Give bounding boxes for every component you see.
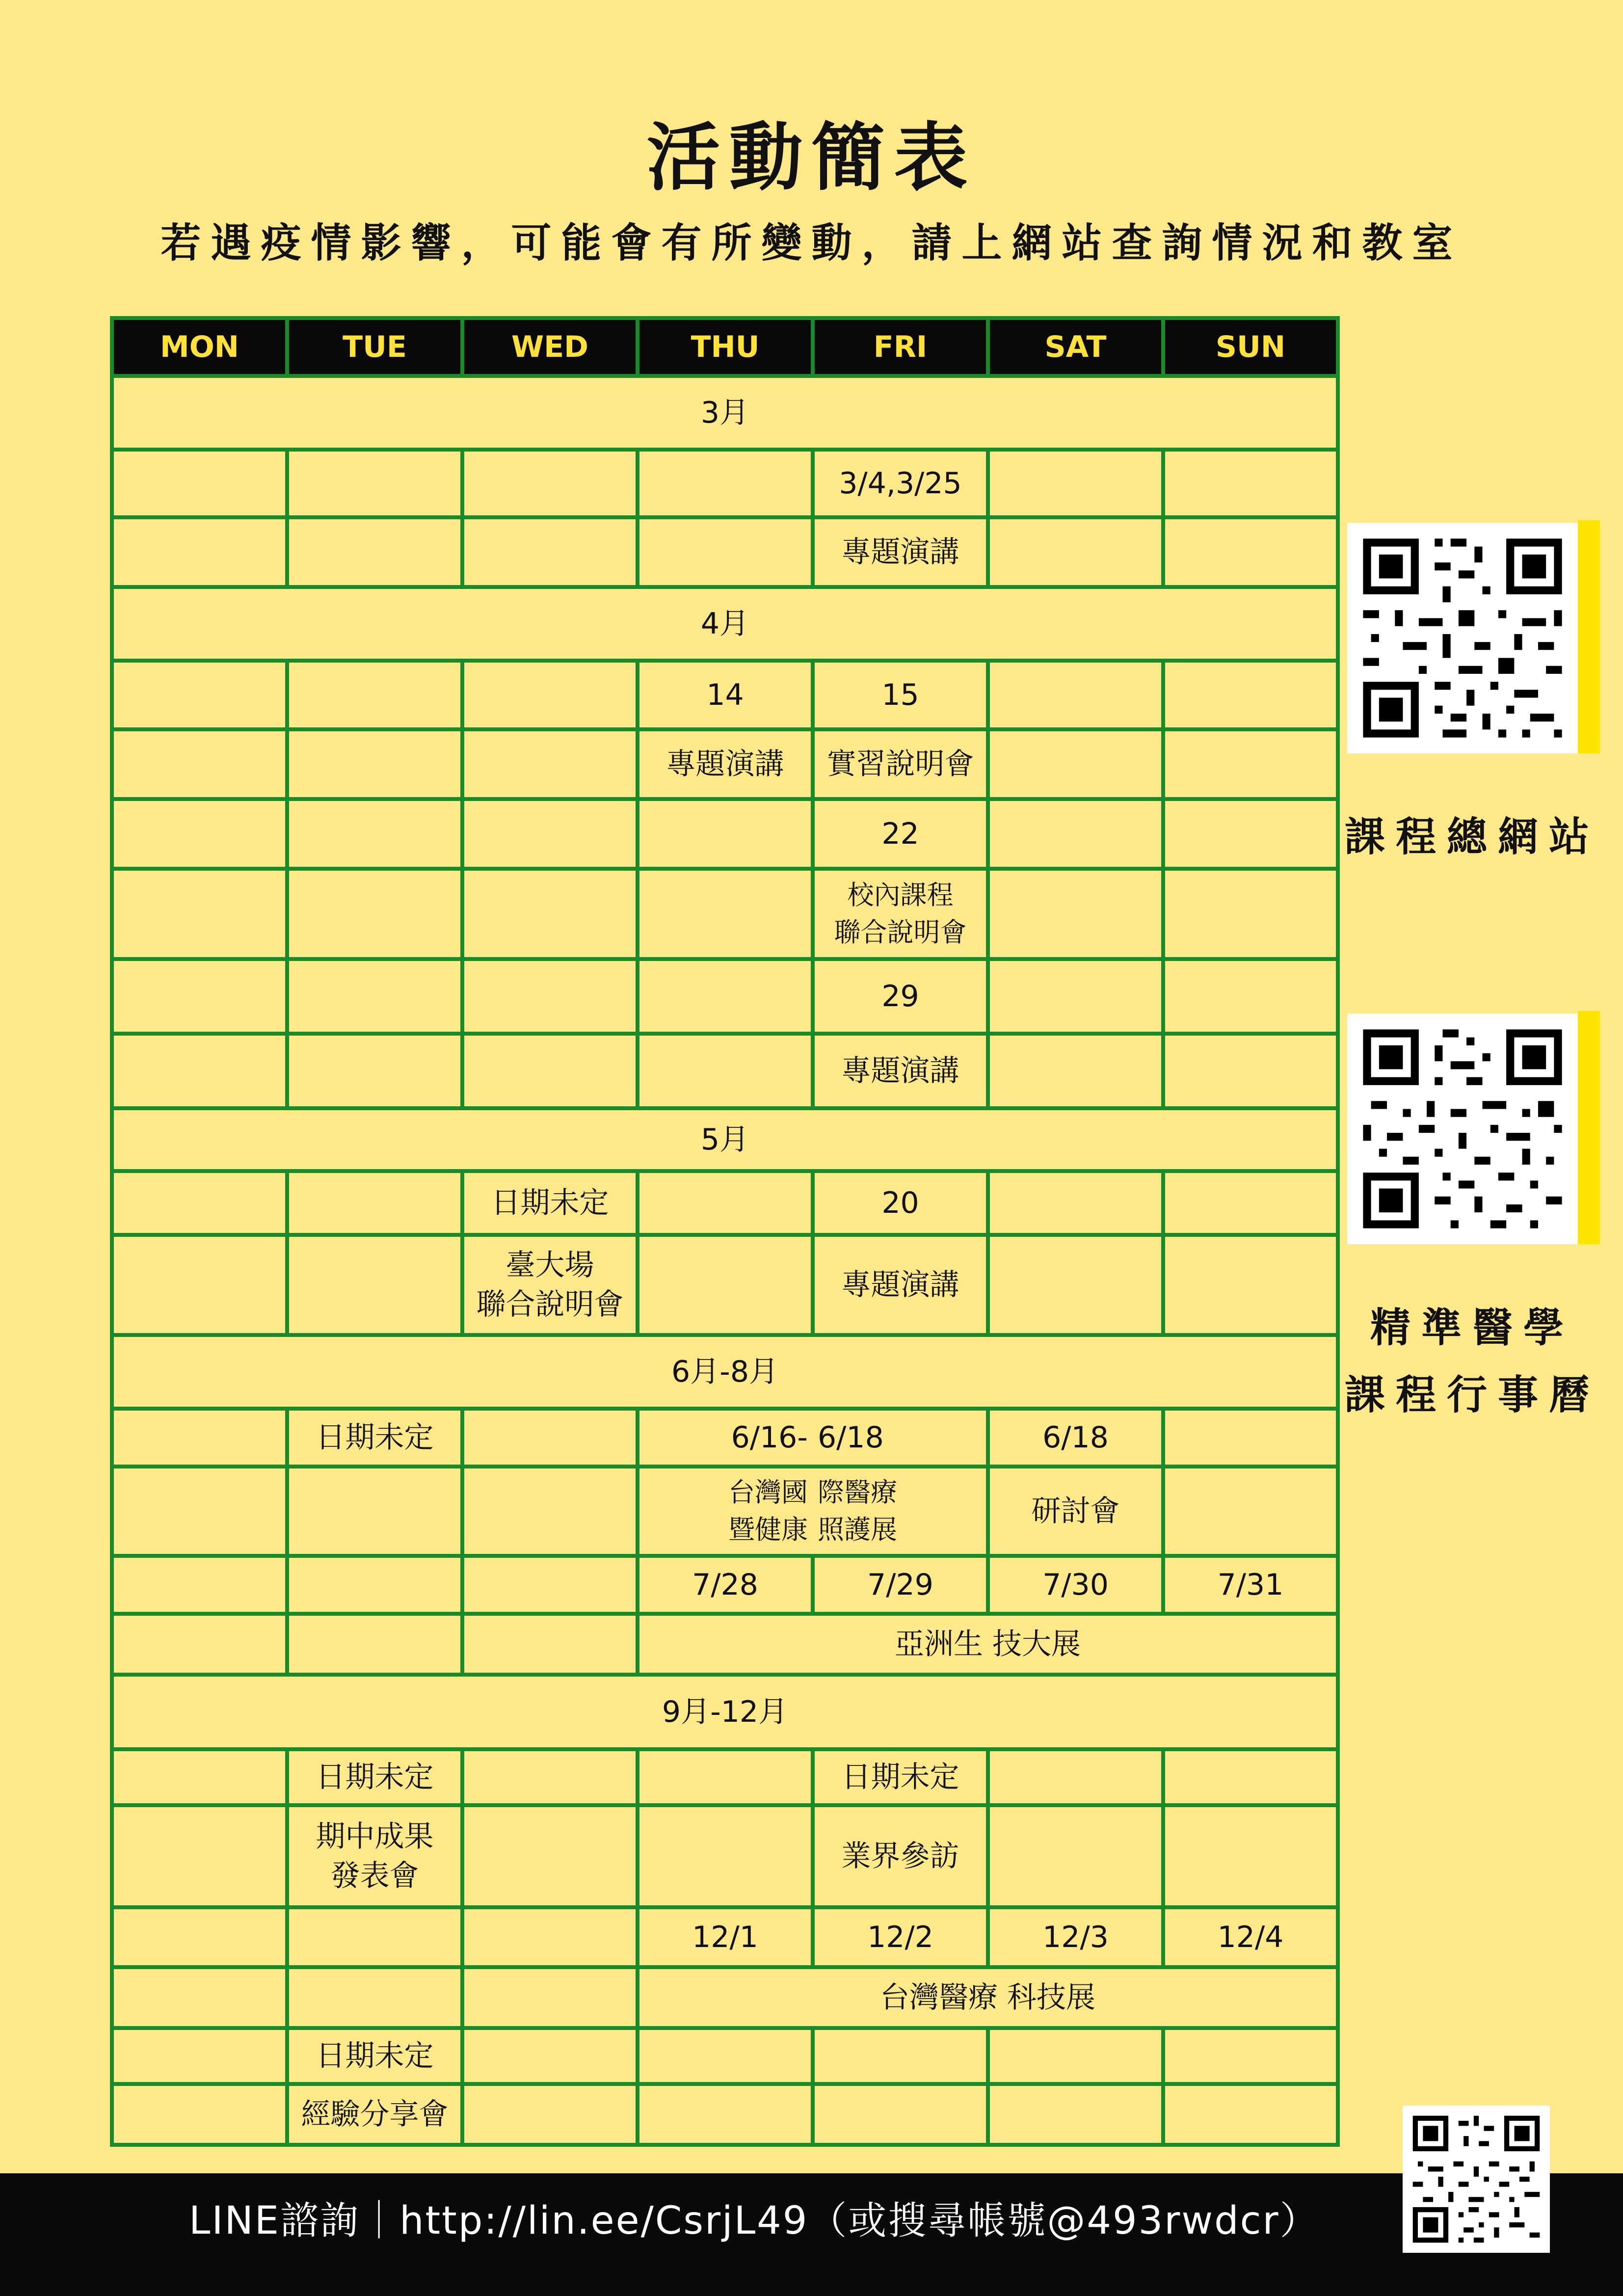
qr-code-icon (1347, 1014, 1578, 1244)
header-sat: SAT (988, 318, 1163, 376)
header-mon: MON (112, 318, 287, 376)
exp-tue-date: 日期未定 (287, 2028, 462, 2084)
jul-sat: 7/30 (988, 1556, 1163, 1614)
qr-code-icon (1403, 2106, 1550, 2253)
header-thu: THU (638, 318, 813, 376)
month-row-april: 4月 (112, 587, 1338, 661)
course-site-label: 課程總網站 (1344, 814, 1600, 860)
month-row-may: 5月 (112, 1108, 1338, 1171)
table-row (112, 1409, 1338, 1467)
table-row (112, 450, 1338, 517)
exp-tue-event: 經驗分享會 (287, 2084, 462, 2145)
table-row (112, 959, 1338, 1034)
fall-tue-event-line2: 發表會 (330, 1859, 419, 1893)
fall-tue-event-line1: 期中成果 (316, 1819, 434, 1854)
table-row (112, 729, 1338, 799)
dec-event: 台灣醫療 科技展 (638, 1967, 1338, 2028)
sum-fri-event-line2: 照護展 (818, 1514, 897, 1545)
sum-fri-date: 6/18 (813, 1409, 988, 1467)
apr-fri-event3: 專題演講 (813, 1034, 988, 1108)
apr-fri-event2-line1: 校內課程 (847, 880, 954, 910)
apr-fri-event2 (813, 869, 988, 959)
apr-fri-event2-line2: 聯合說明會 (834, 917, 967, 948)
calendar-label (1335, 1296, 1610, 1420)
page-title: 活動簡表 (646, 115, 977, 201)
table-row (112, 1907, 1338, 1967)
table-row (112, 1235, 1338, 1335)
dec-sun: 12/4 (1163, 1907, 1338, 1967)
calendar-qr-code[interactable] (1347, 1014, 1578, 1244)
fall-tue-event (287, 1805, 462, 1907)
sum-fri-event (813, 1467, 988, 1556)
sum-sat-date: 6/18 (988, 1409, 1163, 1467)
dec-thu: 12/1 (638, 1907, 813, 1967)
header-tue: TUE (287, 318, 462, 376)
fall-fri-event: 業界參訪 (813, 1805, 988, 1907)
course-site-qr-code[interactable] (1347, 523, 1578, 753)
sum-thu-event-line1: 台灣國 (728, 1477, 808, 1508)
sum-tue-date: 日期未定 (287, 1409, 462, 1467)
table-row (112, 1614, 1338, 1675)
page-subtitle: 若遇疫情影響，可能會有所變動，請上網站查詢情況和教室 (160, 220, 1463, 267)
qr2-accent-bar (1578, 1011, 1600, 1244)
table-row (112, 1967, 1338, 2028)
apr-thu-event1: 專題演講 (638, 729, 813, 799)
sum-fri-event-line1: 際醫療 (818, 1477, 897, 1508)
sum-thu-event (638, 1467, 813, 1556)
month-row-summer: 6月-8月 (112, 1335, 1338, 1409)
mar-fri-date: 3/4,3/25 (813, 450, 988, 517)
fall-tue-date: 日期未定 (287, 1749, 462, 1805)
may-wed-event-line1: 臺大場 (506, 1248, 594, 1282)
line-contact-text[interactable]: LINE諮詢｜http://lin.ee/CsrjL49（或搜尋帳號@493rwdcr） (189, 2199, 1320, 2243)
table-row (112, 1749, 1338, 1805)
table-row (112, 2084, 1338, 2145)
apr-fri-date2: 22 (813, 799, 988, 869)
may-fri-date: 20 (813, 1171, 988, 1235)
may-fri-event: 專題演講 (813, 1235, 988, 1335)
may-wed-date: 日期未定 (462, 1171, 638, 1235)
table-row (112, 1556, 1338, 1614)
mar-fri-event: 專題演講 (813, 517, 988, 587)
calendar-label-line1: 精準醫學 (1370, 1305, 1574, 1351)
weekday-header-row (112, 318, 1338, 376)
qr-code-icon (1347, 523, 1578, 753)
table-row (112, 1467, 1338, 1556)
header-wed: WED (462, 318, 638, 376)
apr-fri-date3: 29 (813, 959, 988, 1034)
may-wed-event (462, 1235, 638, 1335)
jul-sun: 7/31 (1163, 1556, 1338, 1614)
jul-event: 亞洲生 技大展 (638, 1614, 1338, 1675)
fall-fri-date: 日期未定 (813, 1749, 988, 1805)
sum-sat-event: 研討會 (988, 1467, 1163, 1556)
table-row (112, 1805, 1338, 1907)
header-sun: SUN (1163, 318, 1338, 376)
month-row-march: 3月 (112, 376, 1338, 450)
jul-thu: 7/28 (638, 1556, 813, 1614)
table-row (112, 1171, 1338, 1235)
apr-thu-date1: 14 (638, 661, 813, 729)
may-wed-event-line2: 聯合說明會 (476, 1287, 624, 1322)
table-row (112, 1034, 1338, 1108)
schedule-table (110, 316, 1340, 2147)
apr-fri-event1: 實習說明會 (813, 729, 988, 799)
jul-fri: 7/29 (813, 1556, 988, 1614)
table-row (112, 661, 1338, 729)
table-row (112, 517, 1338, 587)
header-fri: FRI (813, 318, 988, 376)
table-row (112, 2028, 1338, 2084)
sum-thu-event-line2: 暨健康 (728, 1514, 808, 1545)
sum-thu-date: 6/16- (638, 1409, 813, 1467)
apr-fri-date1: 15 (813, 661, 988, 729)
table-row (112, 869, 1338, 959)
calendar-label-line2: 課程行事曆 (1344, 1372, 1600, 1418)
month-row-fall: 9月-12月 (112, 1675, 1338, 1749)
table-row (112, 799, 1338, 869)
qr1-accent-bar (1578, 520, 1600, 753)
dec-sat: 12/3 (988, 1907, 1163, 1967)
line-qr-code[interactable] (1403, 2106, 1550, 2253)
dec-fri: 12/2 (813, 1907, 988, 1967)
